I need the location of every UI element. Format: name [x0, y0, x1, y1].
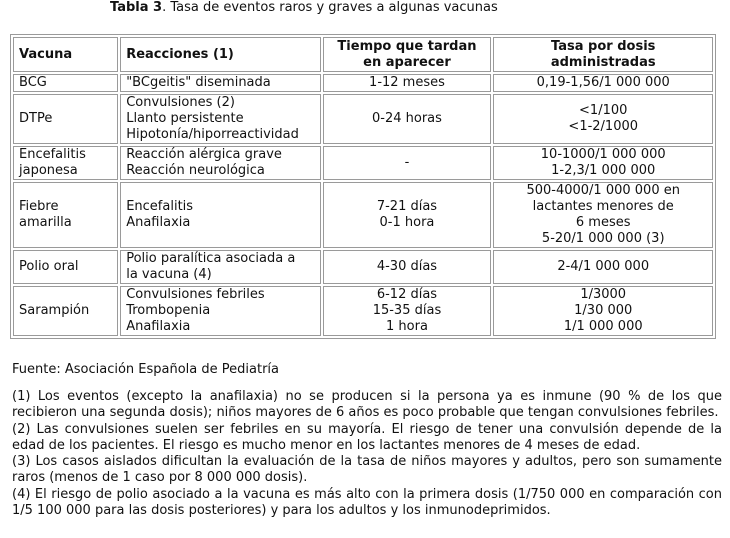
cell-tiempo: [323, 74, 492, 92]
cell-reacciones: [120, 146, 320, 180]
cell-line: 500-4000/1 000 000 en: [526, 183, 680, 198]
cell-line: la vacuna (4): [126, 267, 212, 282]
cell-reacciones: [120, 94, 320, 144]
cell-line: <1/100: [579, 103, 628, 118]
cell-line: 0,19-1,56/1 000 000: [536, 75, 670, 90]
table-row: [13, 94, 713, 144]
cell-line: "BCgeitis" diseminada: [126, 75, 271, 90]
cell-line: 1-2,3/1 000 000: [551, 163, 656, 178]
cell-line: DTPe: [19, 111, 53, 126]
cell-line: Trombopenia: [126, 303, 211, 318]
footnote: (1) Los eventos (excepto la anafilaxia) no se producen si la persona ya es inmune (90 % de los que recibieron una segunda dosis); niños mayores de 6 años es poco probable que tengan convulsiones febriles.: [12, 389, 722, 421]
cell-vacuna: [13, 250, 118, 284]
table-title-label: Tabla 3: [110, 0, 163, 15]
cell-line: Sarampión: [19, 303, 90, 318]
table-row: [13, 286, 713, 336]
cell-line: 10-1000/1 000 000: [540, 147, 666, 162]
cell-line: Hipotonía/hiporreactividad: [126, 127, 299, 142]
cell-line: Convulsiones febriles: [126, 287, 265, 302]
cell-line: Polio oral: [19, 259, 79, 274]
cell-tasa: [493, 146, 713, 180]
table-header-row: [13, 37, 713, 72]
cell-tasa: [493, 286, 713, 336]
cell-vacuna: [13, 94, 118, 144]
cell-line: lactantes menores de: [532, 199, 674, 214]
header-line: Vacuna: [19, 46, 73, 62]
table-row: [13, 182, 713, 248]
cell-line: 0-1 hora: [379, 215, 435, 230]
header-line: en aparecer: [363, 54, 451, 70]
cell-line: Fiebre: [19, 199, 59, 214]
cell-vacuna: [13, 74, 118, 92]
cell-line: Encefalitis: [19, 147, 86, 162]
cell-line: 0-24 horas: [372, 111, 442, 126]
cell-line: Llanto persistente: [126, 111, 244, 126]
footnote: (3) Los casos aislados dificultan la evaluación de la tasa de niños mayores y adultos, pero son sumamente raros (menos de 1 caso por 8 000 000 dosis).: [12, 454, 722, 486]
header-line: Reacciones (1): [126, 46, 234, 62]
vaccine-events-table: [10, 34, 716, 339]
cell-line: 1 hora: [386, 319, 428, 334]
cell-tasa: [493, 250, 713, 284]
cell-line: Polio paralítica asociada a: [126, 251, 296, 266]
footnotes: [12, 389, 722, 519]
header-reacciones: [120, 37, 320, 72]
cell-vacuna: [13, 286, 118, 336]
cell-line: 1/1 000 000: [563, 319, 643, 334]
cell-tiempo: [323, 286, 492, 336]
cell-line: 1/30 000: [574, 303, 633, 318]
cell-line: japonesa: [19, 163, 78, 178]
cell-line: Reacción alérgica grave: [126, 147, 282, 162]
cell-line: 6 meses: [575, 215, 631, 230]
cell-line: 4-30 días: [376, 259, 438, 274]
cell-line: amarilla: [19, 215, 72, 230]
cell-line: Reacción neurológica: [126, 163, 265, 178]
cell-line: 1/3000: [580, 287, 627, 302]
cell-line: Encefalitis: [126, 199, 194, 214]
table-row: [13, 146, 713, 180]
cell-line: Anafilaxia: [126, 215, 191, 230]
cell-tiempo: [323, 146, 492, 180]
cell-reacciones: [120, 74, 320, 92]
header-line: Tasa por dosis: [551, 38, 656, 54]
header-vacuna: [13, 37, 118, 72]
cell-line: 1-12 meses: [369, 75, 445, 90]
cell-tiempo: [323, 94, 492, 144]
footnote: (2) Las convulsiones suelen ser febriles en su mayoría. El riesgo de tener una convulsión depende de la edad de los pacientes. El riesgo es mucho menor en los lactantes menores de 4 meses de edad.: [12, 421, 722, 453]
cell-reacciones: [120, 182, 320, 248]
table-title-text: . Tasa de eventos raros y graves a algunas vacunas: [162, 0, 498, 15]
header-line: administradas: [550, 54, 656, 70]
header-tasa: [493, 37, 713, 72]
cell-line: Convulsiones (2): [126, 95, 235, 110]
cell-line: Anafilaxia: [126, 319, 191, 334]
cell-vacuna: [13, 182, 118, 248]
cell-tasa: [493, 182, 713, 248]
cell-line: 5-20/1 000 000 (3): [541, 231, 665, 246]
cell-tasa: [493, 94, 713, 144]
footnote: (4) El riesgo de polio asociado a la vacuna es más alto con la primera dosis (1/750 000 en comparación con 1/5 100 000 para las dosis posteriores) y para los adultos y los inmunodeprimidos.: [12, 486, 722, 519]
table-title: [110, 0, 498, 16]
cell-vacuna: [13, 146, 118, 180]
cell-line: 15-35 días: [372, 303, 442, 318]
cell-reacciones: [120, 286, 320, 336]
cell-reacciones: [120, 250, 320, 284]
table-row: [13, 74, 713, 92]
cell-tiempo: [323, 182, 492, 248]
cell-tiempo: [323, 250, 492, 284]
cell-line: <1-2/1000: [568, 119, 639, 134]
cell-line: 2-4/1 000 000: [557, 259, 650, 274]
cell-line: -: [404, 155, 410, 170]
cell-tasa: [493, 74, 713, 92]
cell-line: 6-12 días: [376, 287, 438, 302]
cell-line: BCG: [19, 75, 47, 90]
header-line: Tiempo que tardan: [337, 38, 477, 54]
cell-line: 7-21 días: [376, 199, 438, 214]
header-tiempo: [323, 37, 492, 72]
table-row: [13, 250, 713, 284]
source-note: Fuente: Asociación Española de Pediatría: [12, 362, 279, 377]
